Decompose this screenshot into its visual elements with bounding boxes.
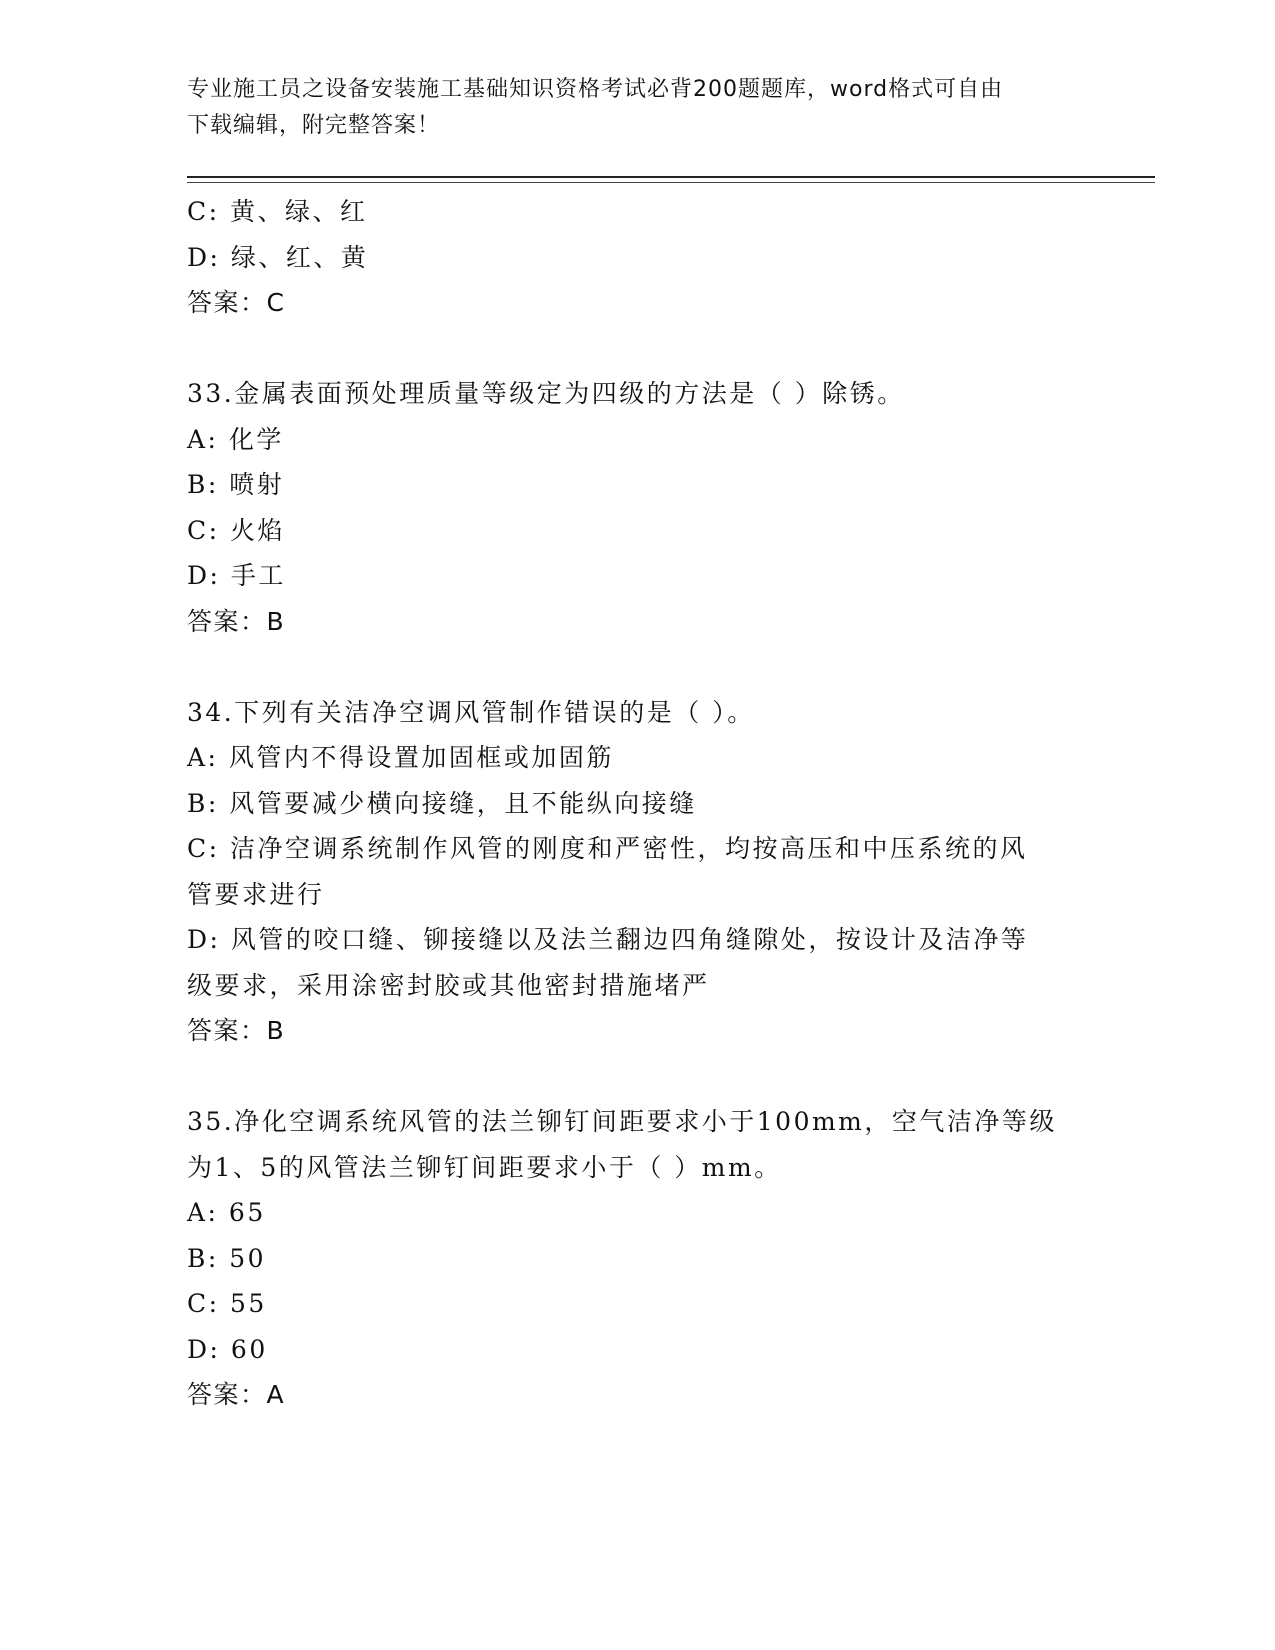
question-33 <box>187 371 1087 644</box>
spacer <box>187 644 1087 690</box>
header-line-2: 下载编辑，附完整答案！ <box>187 113 441 138</box>
header-divider-thin <box>187 182 1155 183</box>
option-d: D: 绿、红、黄 <box>187 242 369 272</box>
question-stem: 34.下列有关洁净空调风管制作错误的是（ ）。 <box>187 697 755 727</box>
answer-label: 答案：B <box>187 1016 286 1045</box>
question-list <box>187 189 1087 1418</box>
answer-label: 答案：B <box>187 606 286 636</box>
document-header <box>187 72 1087 144</box>
answer-label: 答案：C <box>187 288 286 317</box>
option-b: B: 50 <box>187 1243 267 1273</box>
option-b: B: 风管要减少横向接缝，且不能纵向接缝 <box>187 788 697 818</box>
option-c-continued: 管要求进行 <box>187 879 325 909</box>
option-c: C: 黄、绿、红 <box>187 197 368 226</box>
question-34 <box>187 690 1087 1054</box>
option-d-continued: 级要求，采用涂密封胶或其他密封措施堵严 <box>187 970 710 1000</box>
option-c: C: 洁净空调系统制作风管的刚度和严密性，均按高压和中压系统的风 <box>187 834 1028 863</box>
option-a: A: 化学 <box>187 424 284 454</box>
option-b: B: 喷射 <box>187 470 285 499</box>
question-stem-continued: 为1、5的风管法兰铆钉间距要求小于（ ）mm。 <box>187 1152 782 1182</box>
option-a: A: 风管内不得设置加固框或加固筋 <box>187 743 614 772</box>
option-d: D: 风管的咬口缝、铆接缝以及法兰翻边四角缝隙处，按设计及洁净等 <box>187 925 1029 954</box>
question-32-tail <box>187 189 1087 326</box>
answer-label: 答案：A <box>187 1380 286 1409</box>
spacer <box>187 1054 1087 1100</box>
question-35 <box>187 1099 1087 1418</box>
question-stem: 33.金属表面预处理质量等级定为四级的方法是（ ）除锈。 <box>187 379 905 408</box>
option-c: C: 55 <box>187 1289 267 1318</box>
option-a: A: 65 <box>187 1198 266 1227</box>
header-divider <box>187 176 1155 178</box>
header-line-1: 专业施工员之设备安装施工基础知识资格考试必背200题题库，word格式可自由 <box>187 77 1004 102</box>
option-d: D: 手工 <box>187 561 286 590</box>
spacer <box>187 326 1087 372</box>
question-stem: 35.净化空调系统风管的法兰铆钉间距要求小于100mm，空气洁净等级 <box>187 1107 1057 1136</box>
option-c: C: 火焰 <box>187 515 285 545</box>
option-d: D: 60 <box>187 1334 268 1364</box>
